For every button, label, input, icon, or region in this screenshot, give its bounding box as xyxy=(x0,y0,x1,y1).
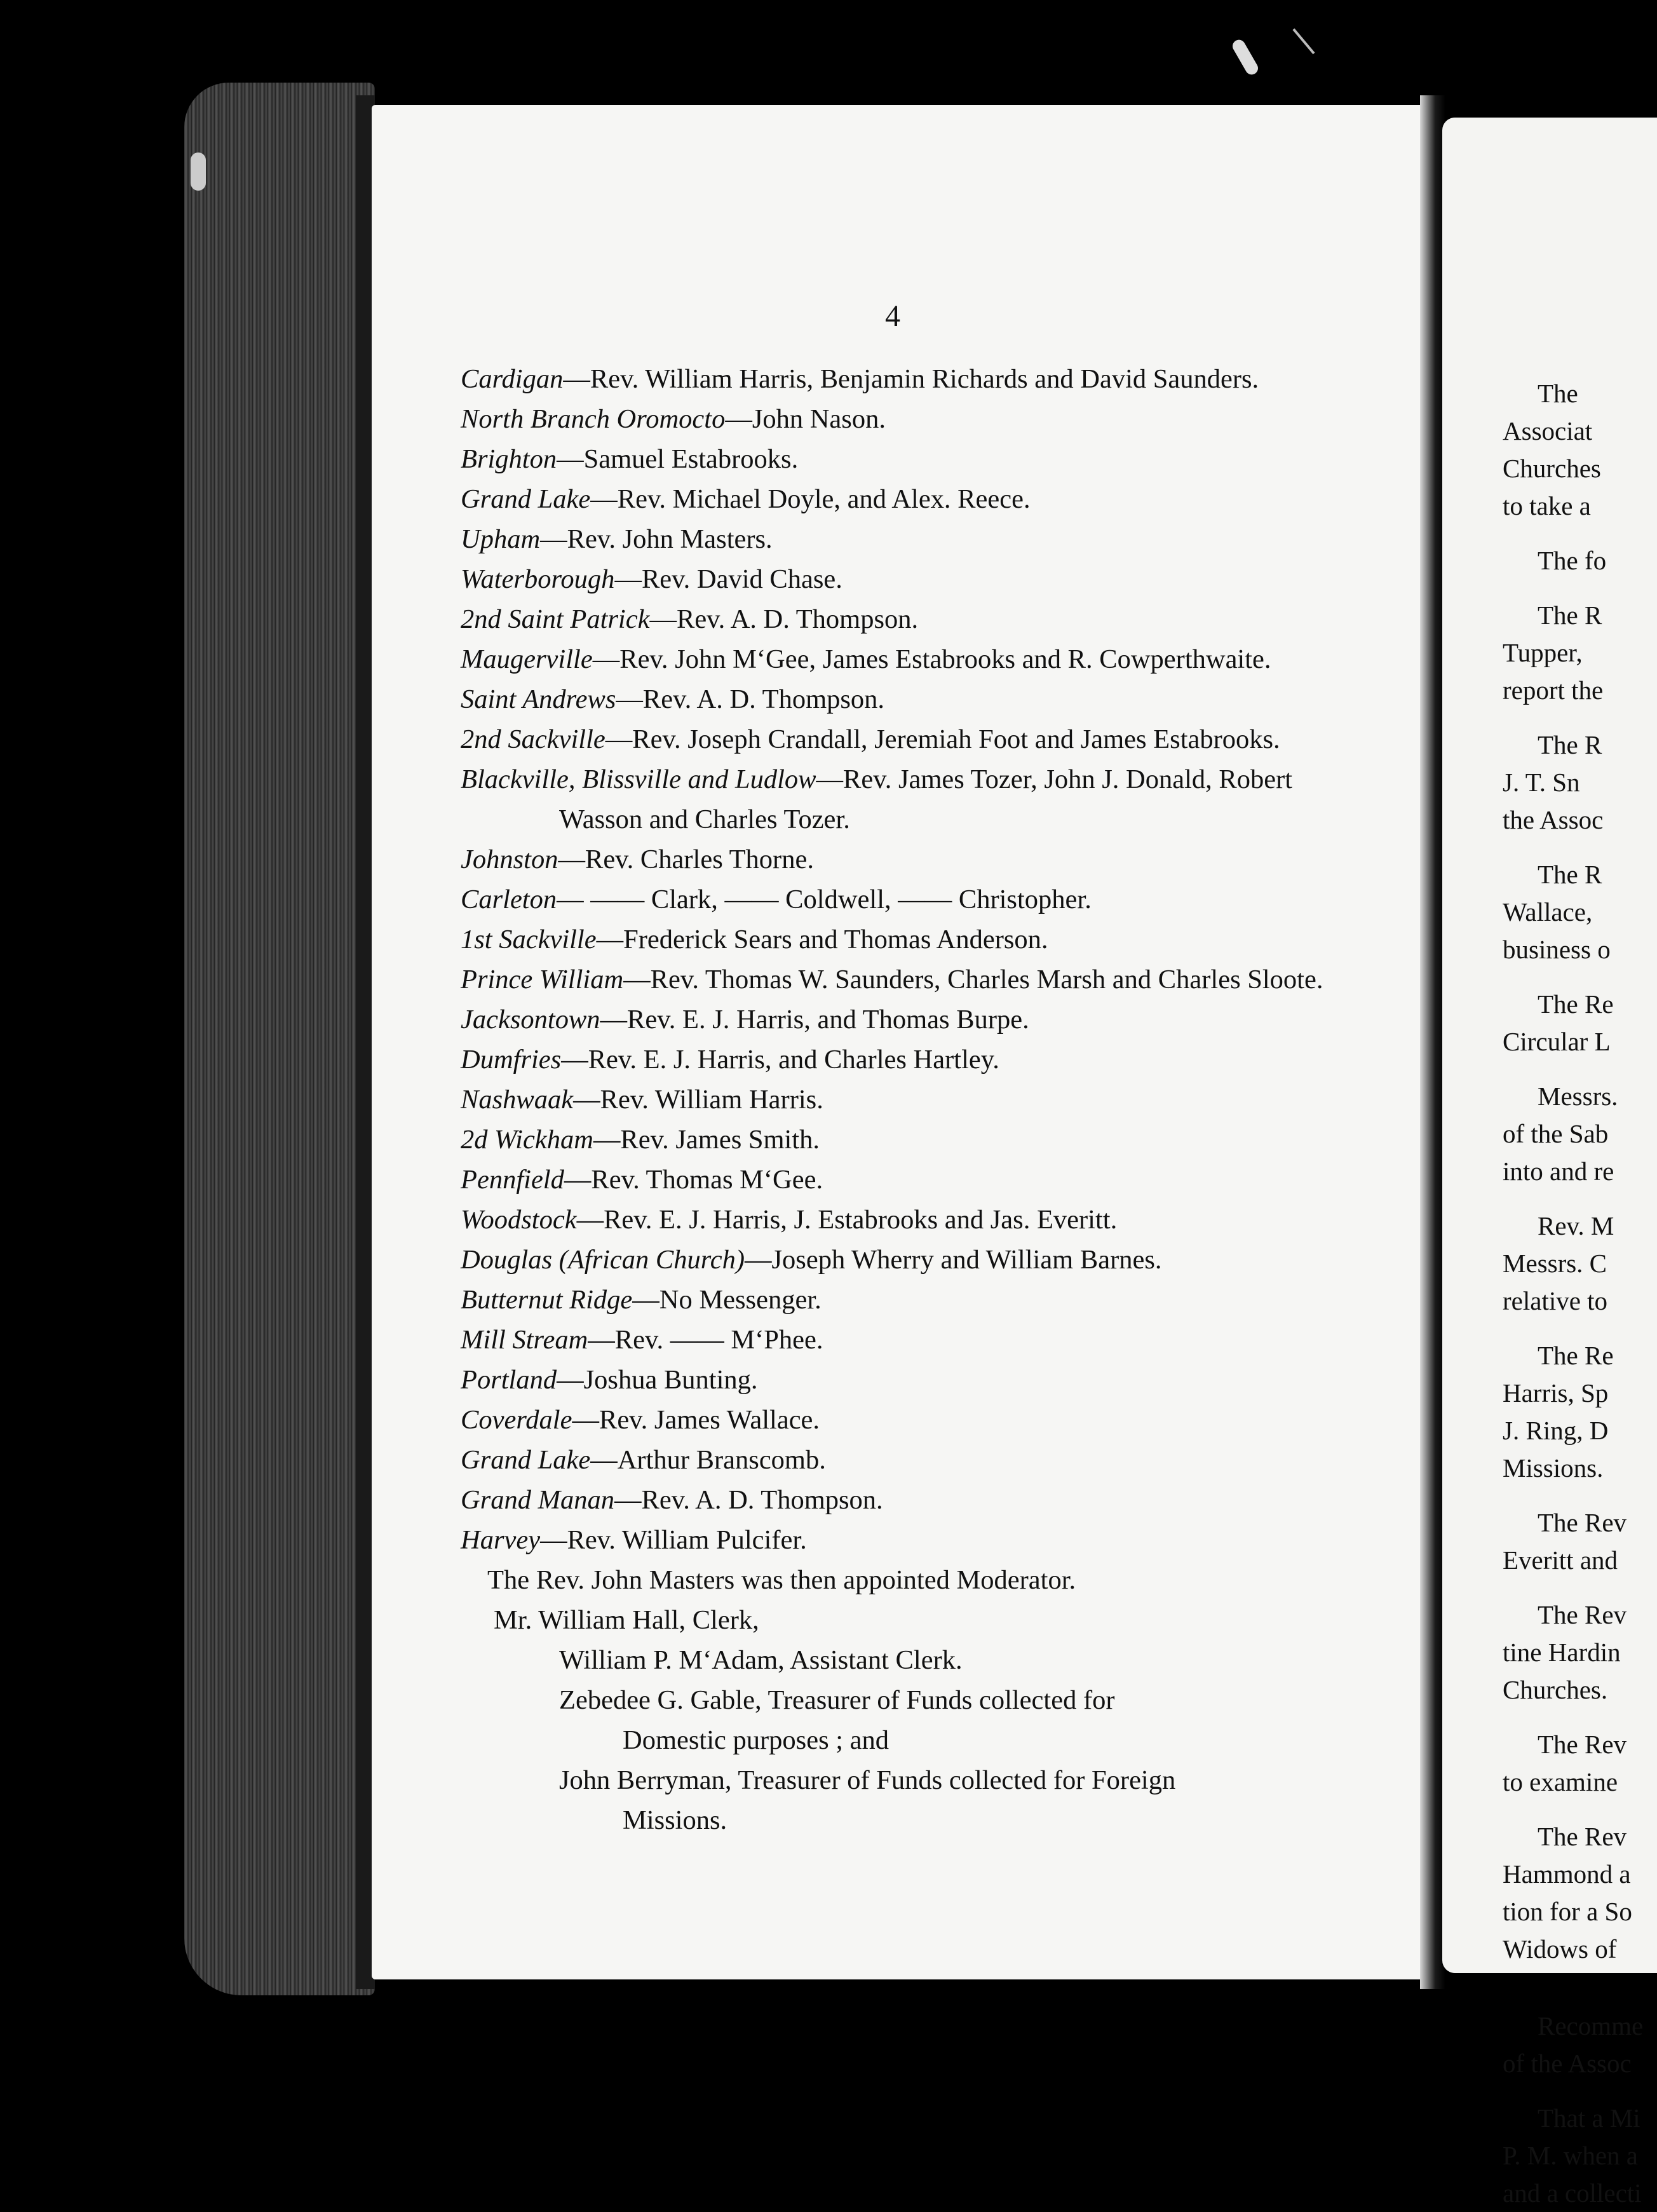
right-page-text xyxy=(1503,375,1657,2212)
church-entry xyxy=(461,719,1328,759)
church-entry xyxy=(461,1280,1328,1320)
church-entry xyxy=(461,679,1328,719)
church-entry xyxy=(461,839,1328,879)
messengers: —John Nason. xyxy=(725,404,886,434)
right-page-line: of the Sab xyxy=(1503,1119,1609,1148)
domestic-treasurer-line: Zebedee G. Gable, Treasurer of Funds collected for xyxy=(559,1685,1115,1715)
church-entry xyxy=(461,519,1328,559)
messengers: —Rev. Thomas W. Saunders, Charles Marsh and Charles Sloote. xyxy=(623,965,1323,994)
right-page-line: tine Hardin xyxy=(1503,1638,1621,1667)
right-page-line: Churches. xyxy=(1503,1675,1608,1704)
messengers: —Rev. William Harris, Benjamin Richards and David Saunders. xyxy=(563,364,1259,394)
assistant-clerk-line: William P. M‘Adam, Assistant Clerk. xyxy=(559,1645,963,1675)
right-page-line: relative to xyxy=(1503,1286,1608,1315)
church-name: North Branch Oromocto xyxy=(461,404,726,434)
messengers: —Rev. James Wallace. xyxy=(572,1405,820,1435)
right-page-line: The R xyxy=(1538,860,1602,889)
church-entry xyxy=(461,559,1328,599)
right-page-line: The Rev xyxy=(1538,1600,1627,1629)
messengers: —Frederick Sears and Thomas Anderson. xyxy=(596,925,1048,954)
right-page-line: That a Mi xyxy=(1538,2103,1640,2133)
church-name: Mill Stream xyxy=(461,1325,588,1355)
messengers: —Samuel Estabrooks. xyxy=(557,444,799,474)
right-page-line: The Rev xyxy=(1538,1508,1627,1537)
right-page-line: tion for a So xyxy=(1503,1897,1632,1926)
church-entry xyxy=(461,1480,1328,1520)
church-entry xyxy=(461,1040,1328,1080)
church-name: Woodstock xyxy=(461,1205,577,1235)
foreign-treasurer-line-cont: Missions. xyxy=(623,1805,727,1835)
right-page-line: Wallace, xyxy=(1503,897,1593,926)
church-entry xyxy=(461,1000,1328,1040)
church-name: Dumfries xyxy=(461,1045,562,1075)
messengers: —Arthur Branscomb. xyxy=(590,1445,826,1475)
church-entries xyxy=(461,359,1328,1560)
right-page-line: The Rev xyxy=(1538,1822,1627,1851)
right-page-line: Missions. xyxy=(1503,1453,1604,1483)
church-name: Johnston xyxy=(461,845,558,874)
messengers: —Rev. E. J. Harris, and Thomas Burpe. xyxy=(600,1005,1029,1035)
right-page-line: Everitt and xyxy=(1503,1545,1618,1575)
page-number: 4 xyxy=(885,299,900,333)
church-entry xyxy=(461,1440,1328,1480)
church-entry xyxy=(461,1520,1328,1560)
right-page-line: Churches xyxy=(1503,454,1601,483)
messengers: —Rev. E. J. Harris, and Charles Hartley. xyxy=(561,1045,999,1075)
church-name: Maugerville xyxy=(461,644,593,674)
messengers: —Rev. Michael Doyle, and Alex. Reece. xyxy=(590,484,1031,514)
church-entry xyxy=(461,399,1328,439)
church-name: Harvey xyxy=(461,1525,541,1555)
messengers: —Rev. Thomas M‘Gee. xyxy=(564,1165,823,1195)
messengers: —Rev. Charles Thorne. xyxy=(558,845,814,874)
church-name: Pennfield xyxy=(461,1165,564,1195)
messengers: —Rev. John Masters. xyxy=(540,524,773,554)
church-name: Grand Manan xyxy=(461,1485,615,1515)
book-edge xyxy=(184,83,375,1995)
church-name: Upham xyxy=(461,524,541,554)
church-name: Jacksontown xyxy=(461,1005,600,1035)
right-page-line: Messrs. C xyxy=(1503,1249,1607,1278)
church-name: Portland xyxy=(461,1365,557,1395)
church-entry xyxy=(461,919,1328,960)
church-entry xyxy=(461,1120,1328,1160)
church-name: Prince William xyxy=(461,965,624,994)
church-name: 2d Wickham xyxy=(461,1125,593,1155)
right-page-line: The xyxy=(1538,379,1578,408)
right-page-line: to take a xyxy=(1503,491,1591,520)
church-entry xyxy=(461,1080,1328,1120)
messengers: —Rev. James Tozer, John J. Donald, Robert Wasson and Charles Tozer. xyxy=(559,764,1293,834)
right-page-line: Circular L xyxy=(1503,1027,1611,1056)
officers-section xyxy=(461,1560,1328,1840)
church-name: Waterborough xyxy=(461,564,615,594)
messengers: —Rev. William Harris. xyxy=(573,1085,823,1115)
right-page-line: Hammond a xyxy=(1503,1859,1631,1889)
messengers: —Rev. William Pulcifer. xyxy=(540,1525,807,1555)
right-page-line: The Re xyxy=(1538,1341,1614,1370)
messengers: —No Messenger. xyxy=(632,1285,822,1315)
messengers: —Rev. John M‘Gee, James Estabrooks and R. Cowperthwaite. xyxy=(592,644,1271,674)
church-name: Brighton xyxy=(461,444,557,474)
church-name: Saint Andrews xyxy=(461,684,616,714)
right-page-line: The Rev xyxy=(1538,1730,1627,1759)
right-page-line: report the xyxy=(1503,675,1604,705)
messengers: —Rev. James Smith. xyxy=(593,1125,820,1155)
clerk-line: Mr. William Hall, Clerk, xyxy=(494,1605,759,1635)
domestic-treasurer-line-cont: Domestic purposes ; and xyxy=(623,1725,889,1755)
right-page-line: The fo xyxy=(1538,546,1607,575)
messengers: — —— Clark, —— Coldwell, —— Christopher. xyxy=(557,885,1092,914)
church-name: Blackville, Blissville and Ludlow xyxy=(461,764,816,794)
right-page-line: Recomme xyxy=(1538,2011,1644,2040)
church-name: Grand Lake xyxy=(461,484,591,514)
moderator-line: The Rev. John Masters was then appointed Moderator. xyxy=(487,1565,1076,1595)
messengers: —Joseph Wherry and William Barnes. xyxy=(745,1245,1162,1275)
church-name: Cardigan xyxy=(461,364,564,394)
right-page-line: P. M. when a xyxy=(1503,2141,1638,2170)
church-entry xyxy=(461,960,1328,1000)
church-name: Coverdale xyxy=(461,1405,572,1435)
right-page-line: Widows of xyxy=(1503,1934,1617,1964)
messengers: —Rev. A. D. Thompson. xyxy=(616,684,885,714)
right-page-line: Rev. M xyxy=(1538,1211,1614,1240)
right-page-line: The R xyxy=(1538,600,1602,630)
church-name: Douglas (African Church) xyxy=(461,1245,745,1275)
church-entry xyxy=(461,1200,1328,1240)
church-name: 2nd Saint Patrick xyxy=(461,604,650,634)
messengers: —Rev. A. D. Thompson. xyxy=(614,1485,883,1515)
messengers: —Rev. A. D. Thompson. xyxy=(649,604,919,634)
church-name: 1st Sackville xyxy=(461,925,597,954)
church-entry xyxy=(461,359,1328,399)
background-speck xyxy=(1230,37,1260,77)
right-page-line: Harris, Sp xyxy=(1503,1378,1609,1408)
church-entry xyxy=(461,1400,1328,1440)
right-page-line: Associat xyxy=(1503,416,1593,445)
church-name: Butternut Ridge xyxy=(461,1285,633,1315)
messengers: —Rev. E. J. Harris, J. Estabrooks and Jas. Everitt. xyxy=(576,1205,1118,1235)
book-edge-tab xyxy=(191,153,206,191)
church-name: Carleton xyxy=(461,885,557,914)
foreign-treasurer-line: John Berryman, Treasurer of Funds collected for Foreign xyxy=(559,1765,1176,1795)
right-page-line: Messrs. xyxy=(1538,1082,1618,1111)
church-entry xyxy=(461,599,1328,639)
church-entry xyxy=(461,759,1328,839)
messengers: —Rev. David Chase. xyxy=(614,564,842,594)
church-entry xyxy=(461,479,1328,519)
background-speck xyxy=(1292,29,1315,55)
messengers: —Joshua Bunting. xyxy=(557,1365,758,1395)
right-page-line: J. T. Sn xyxy=(1503,768,1580,797)
right-page-line: of the Assoc xyxy=(1503,2049,1632,2078)
church-entry xyxy=(461,639,1328,679)
right-page-line: J. Ring, D xyxy=(1503,1416,1609,1445)
right-page-line: Tupper, xyxy=(1503,638,1583,667)
church-entry xyxy=(461,1160,1328,1200)
church-name: Nashwaak xyxy=(461,1085,574,1115)
right-page-line: the Assoc xyxy=(1503,805,1604,834)
right-page-line: business o xyxy=(1503,935,1611,964)
messengers: —Rev. Joseph Crandall, Jeremiah Foot and James Estabrooks. xyxy=(605,724,1280,754)
church-entry xyxy=(461,1240,1328,1280)
right-page-line: The Re xyxy=(1538,989,1614,1019)
church-entry xyxy=(461,439,1328,479)
church-entry xyxy=(461,1320,1328,1360)
church-entry xyxy=(461,879,1328,919)
book-gutter xyxy=(1420,95,1445,1989)
church-name: 2nd Sackville xyxy=(461,724,605,754)
right-page-line: to examine xyxy=(1503,1767,1618,1796)
right-page-line: The R xyxy=(1538,730,1602,759)
messengers: —Rev. —— M‘Phee. xyxy=(588,1325,823,1355)
delegate-list xyxy=(461,359,1328,1840)
right-page-line: into and re xyxy=(1503,1157,1614,1186)
church-name: Grand Lake xyxy=(461,1445,591,1475)
church-entry xyxy=(461,1360,1328,1400)
right-page-line: and a collecti xyxy=(1503,2178,1642,2208)
